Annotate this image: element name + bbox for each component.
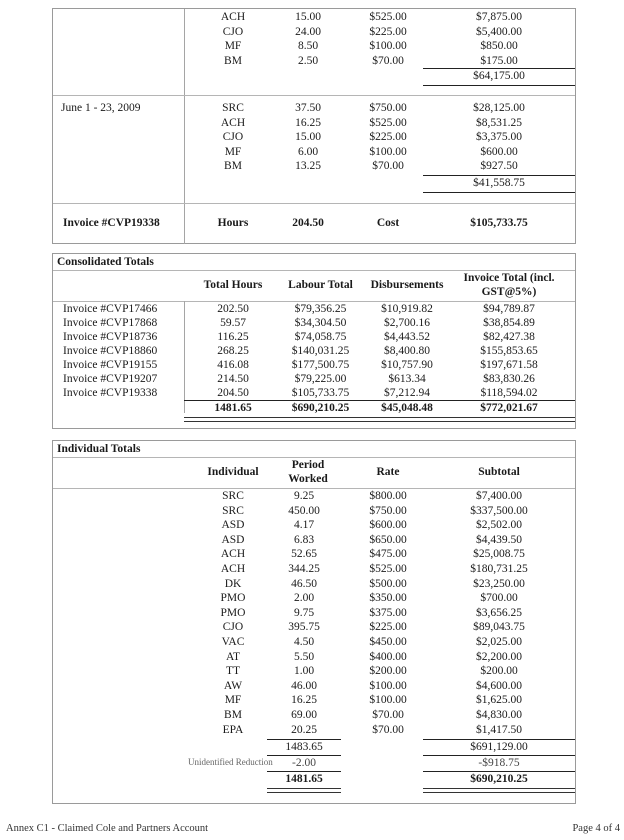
row-individual: CJO: [222, 131, 244, 143]
row-individual: CJO: [222, 621, 244, 634]
row-divider: [53, 95, 575, 96]
consolidated-title: Consolidated Totals: [57, 256, 154, 268]
header-subtotal: Subtotal: [478, 466, 520, 478]
row-rate: $650.00: [369, 533, 407, 546]
row-invoice-total: $83,830.26: [483, 373, 535, 385]
row-disbursements: $10,919.82: [381, 303, 433, 315]
row-individual: BM: [224, 54, 242, 67]
row-rate: $100.00: [369, 694, 407, 707]
row-labour-total: $105,733.75: [291, 387, 350, 399]
row-amount: $5,400.00: [476, 25, 522, 38]
row-subtotal: $2,502.00: [476, 519, 522, 532]
row-hours: 2.50: [297, 54, 319, 67]
row-disbursements: $7,212.94: [384, 387, 430, 399]
period-subtotal: $41,558.75: [473, 177, 525, 189]
row-rate: $350.00: [369, 592, 407, 605]
row-divider: [53, 457, 575, 458]
row-period-worked: 4.17: [293, 519, 315, 532]
row-hours: 13.25: [295, 160, 321, 172]
row-hours: 24.00: [295, 25, 321, 38]
row-period-worked: 9.25: [293, 490, 315, 502]
row-invoice: Invoice #CVP17868: [63, 317, 158, 329]
summary-cost: $105,733.75: [470, 217, 528, 229]
row-individual: PMO: [220, 592, 246, 605]
row-period-worked: 69.00: [291, 709, 317, 721]
row-invoice: Invoice #CVP18736: [63, 331, 158, 343]
row-subtotal: $4,830.00: [476, 709, 522, 721]
gross-rule: [423, 739, 575, 740]
row-subtotal: $200.00: [480, 665, 518, 678]
row-individual: PMO: [220, 606, 246, 619]
row-individual: ACH: [220, 548, 246, 561]
row-subtotal: $7,400.00: [476, 490, 522, 502]
row-total-hours: 202.50: [217, 303, 249, 315]
row-individual: MF: [224, 694, 242, 707]
row-rate: $750.00: [369, 102, 407, 114]
row-invoice-total: $118,594.02: [480, 387, 538, 399]
row-individual: EPA: [222, 723, 244, 736]
net-rule: [423, 771, 575, 772]
totals-double-rule: [184, 417, 575, 422]
row-period-worked: 2.00: [293, 592, 315, 605]
row-amount: $8,531.25: [476, 116, 522, 129]
row-rate: $225.00: [369, 621, 407, 634]
subtotal-rule: [423, 192, 575, 193]
row-labour-total: $74,058.75: [294, 331, 347, 343]
gross-rule: [267, 739, 341, 740]
row-invoice-total: $38,854.89: [483, 317, 535, 329]
row-invoice: Invoice #CVP17466: [63, 303, 158, 315]
row-period-worked: 46.50: [291, 577, 317, 590]
row-disbursements: $2,700.16: [384, 317, 430, 329]
row-invoice: Invoice #CVP19155: [63, 359, 158, 371]
row-invoice-total: $82,427.38: [483, 331, 535, 343]
continued-subtotal: $64,175.00: [473, 70, 525, 82]
row-hours: 6.00: [297, 145, 319, 158]
row-rate: $475.00: [369, 548, 407, 561]
row-hours: 15.00: [295, 131, 321, 143]
header-individual: Individual: [207, 466, 259, 478]
row-invoice: Invoice #CVP19207: [63, 373, 158, 385]
summary-hours-label: Hours: [217, 217, 249, 229]
header-total-hours: Total Hours: [203, 279, 263, 291]
row-individual: ACH: [220, 563, 246, 575]
row-individual: SRC: [222, 490, 244, 502]
row-hours: 8.50: [297, 40, 319, 52]
row-rate: $450.00: [369, 636, 407, 648]
row-individual: AW: [223, 679, 243, 692]
reduction-rule: [423, 755, 575, 756]
row-subtotal: $4,439.50: [476, 533, 522, 546]
row-subtotal: $1,417.50: [476, 723, 522, 736]
row-period-worked: 5.50: [293, 650, 315, 663]
row-amount: $7,875.00: [476, 11, 522, 23]
row-total-hours: 204.50: [217, 387, 249, 399]
row-rate: $400.00: [369, 650, 407, 663]
row-period-worked: 52.65: [291, 548, 317, 561]
row-divider: [53, 203, 575, 204]
header-rate: Rate: [376, 466, 400, 478]
row-period-worked: 395.75: [288, 621, 320, 634]
row-disbursements: $613.34: [388, 373, 426, 385]
row-rate: $100.00: [369, 145, 407, 158]
row-rate: $600.00: [369, 519, 407, 532]
header-period-2: Worked: [288, 473, 328, 485]
period-label: June 1 - 23, 2009: [61, 102, 141, 114]
row-rate: $70.00: [372, 709, 404, 721]
row-individual: MF: [224, 40, 242, 52]
header-period-1: Period: [291, 459, 325, 471]
summary-invoice: Invoice #CVP19338: [63, 217, 160, 229]
row-rate: $800.00: [369, 490, 407, 502]
row-rate: $200.00: [369, 665, 407, 678]
row-rate: $375.00: [369, 606, 407, 619]
row-individual: AT: [225, 650, 241, 663]
total-disbursements: $45,048.48: [381, 402, 433, 414]
row-subtotal: $2,200.00: [476, 650, 522, 663]
row-subtotal: $3,656.25: [476, 606, 522, 619]
row-period-worked: 6.83: [293, 533, 315, 546]
row-hours: 16.25: [295, 116, 321, 129]
gross-subtotal: $691,129.00: [470, 741, 528, 753]
invoice-breakdown-table: [52, 8, 576, 244]
net-double-rule: [267, 788, 341, 793]
row-rate: $70.00: [372, 54, 404, 67]
row-invoice: Invoice #CVP18860: [63, 345, 158, 357]
row-total-hours: 214.50: [217, 373, 249, 385]
total-invoice: $772,021.67: [480, 402, 538, 414]
individual-title: Individual Totals: [57, 443, 141, 455]
row-rate: $70.00: [372, 160, 404, 172]
row-individual: SRC: [222, 504, 244, 517]
row-total-hours: 416.08: [217, 359, 249, 371]
row-individual: BM: [224, 709, 242, 721]
row-period-worked: 20.25: [291, 723, 317, 736]
net-subtotal: $690,210.25: [470, 773, 528, 785]
row-total-hours: 116.25: [217, 331, 249, 343]
net-rule: [267, 771, 341, 772]
row-individual: VAC: [221, 636, 245, 648]
subtotal-rule: [423, 85, 575, 86]
net-double-rule: [423, 788, 575, 793]
subtotal-rule: [423, 68, 575, 69]
row-total-hours: 268.25: [217, 345, 249, 357]
row-labour-total: $177,500.75: [291, 359, 350, 371]
row-hours: 15.00: [295, 11, 321, 23]
row-individual: MF: [224, 145, 242, 158]
row-total-hours: 59.57: [220, 317, 246, 329]
row-subtotal: $700.00: [480, 592, 518, 605]
row-subtotal: $23,250.00: [473, 577, 525, 590]
row-subtotal: $89,043.75: [473, 621, 525, 634]
total-labour: $690,210.25: [291, 402, 350, 414]
total-hours: 1481.65: [214, 402, 252, 414]
row-individual: DK: [224, 577, 242, 590]
net-period: 1481.65: [285, 773, 323, 785]
row-rate: $525.00: [369, 116, 407, 129]
column-divider: [184, 301, 185, 413]
row-labour-total: $79,356.25: [294, 303, 347, 315]
row-amount: $850.00: [480, 40, 518, 52]
totals-rule: [184, 400, 575, 401]
row-individual: BM: [224, 160, 242, 172]
row-disbursements: $4,443.52: [384, 331, 430, 343]
reduction-period: -2.00: [292, 757, 316, 769]
row-amount: $28,125.00: [473, 102, 525, 114]
summary-hours: 204.50: [292, 217, 324, 229]
row-amount: $175.00: [480, 54, 518, 67]
row-invoice: Invoice #CVP19338: [63, 387, 158, 399]
row-amount: $600.00: [480, 145, 518, 158]
row-individual: ASD: [221, 519, 245, 532]
row-period-worked: 9.75: [293, 606, 315, 619]
reduction-subtotal: -$918.75: [478, 757, 520, 769]
row-individual: ACH: [220, 116, 246, 129]
header-labour-total: Labour Total: [288, 279, 353, 291]
row-period-worked: 46.00: [291, 679, 317, 692]
row-individual: SRC: [222, 102, 244, 114]
header-disbursements: Disbursements: [370, 279, 444, 291]
row-rate: $525.00: [369, 563, 407, 575]
row-period-worked: 450.00: [288, 504, 320, 517]
row-subtotal: $1,625.00: [476, 694, 522, 707]
row-amount: $3,375.00: [476, 131, 522, 143]
row-divider: [53, 301, 575, 302]
subtotal-rule: [423, 175, 575, 176]
row-subtotal: $180,731.25: [470, 563, 528, 575]
row-individual: ACH: [220, 11, 246, 23]
row-disbursements: $10,757.90: [381, 359, 433, 371]
header-invoice-total-1: Invoice Total (incl.: [463, 272, 555, 284]
row-invoice-total: $155,853.65: [480, 345, 538, 357]
row-disbursements: $8,400.80: [384, 345, 430, 357]
consolidated-totals-table: [52, 253, 576, 429]
row-individual: ASD: [221, 533, 245, 546]
row-individual: TT: [225, 665, 241, 678]
row-labour-total: $79,225.00: [294, 373, 347, 385]
row-rate: $225.00: [369, 25, 407, 38]
header-invoice-total-2: GST@5%): [481, 286, 537, 298]
reduction-rule: [267, 755, 341, 756]
row-amount: $927.50: [480, 160, 518, 172]
row-subtotal: $2,025.00: [476, 636, 522, 648]
row-period-worked: 16.25: [291, 694, 317, 707]
row-invoice-total: $197,671.58: [480, 359, 538, 371]
row-subtotal: $25,008.75: [473, 548, 525, 561]
footer-annex-label: Annex C1 - Claimed Cole and Partners Account: [6, 823, 209, 834]
row-subtotal: $337,500.00: [470, 504, 528, 517]
row-individual: CJO: [222, 25, 244, 38]
row-rate: $525.00: [369, 11, 407, 23]
footer-page-number: Page 4 of 4: [572, 823, 620, 834]
row-hours: 37.50: [295, 102, 321, 114]
column-divider: [184, 9, 185, 244]
row-rate: $500.00: [369, 577, 407, 590]
row-period-worked: 4.50: [293, 636, 315, 648]
row-period-worked: 1.00: [293, 665, 315, 678]
individual-totals-table: [52, 440, 576, 804]
reduction-label: Unidentified Reduction: [188, 757, 273, 767]
row-rate: $70.00: [372, 723, 404, 736]
row-divider: [53, 488, 575, 489]
row-rate: $100.00: [369, 40, 407, 52]
row-labour-total: $140,031.25: [291, 345, 350, 357]
row-rate: $750.00: [369, 504, 407, 517]
row-divider: [53, 270, 575, 271]
row-rate: $225.00: [369, 131, 407, 143]
summary-cost-label: Cost: [376, 217, 400, 229]
gross-period: 1483.65: [285, 741, 323, 753]
row-rate: $100.00: [369, 679, 407, 692]
row-labour-total: $34,304.50: [294, 317, 347, 329]
row-invoice-total: $94,789.87: [483, 303, 535, 315]
row-period-worked: 344.25: [288, 563, 320, 575]
row-subtotal: $4,600.00: [476, 679, 522, 692]
